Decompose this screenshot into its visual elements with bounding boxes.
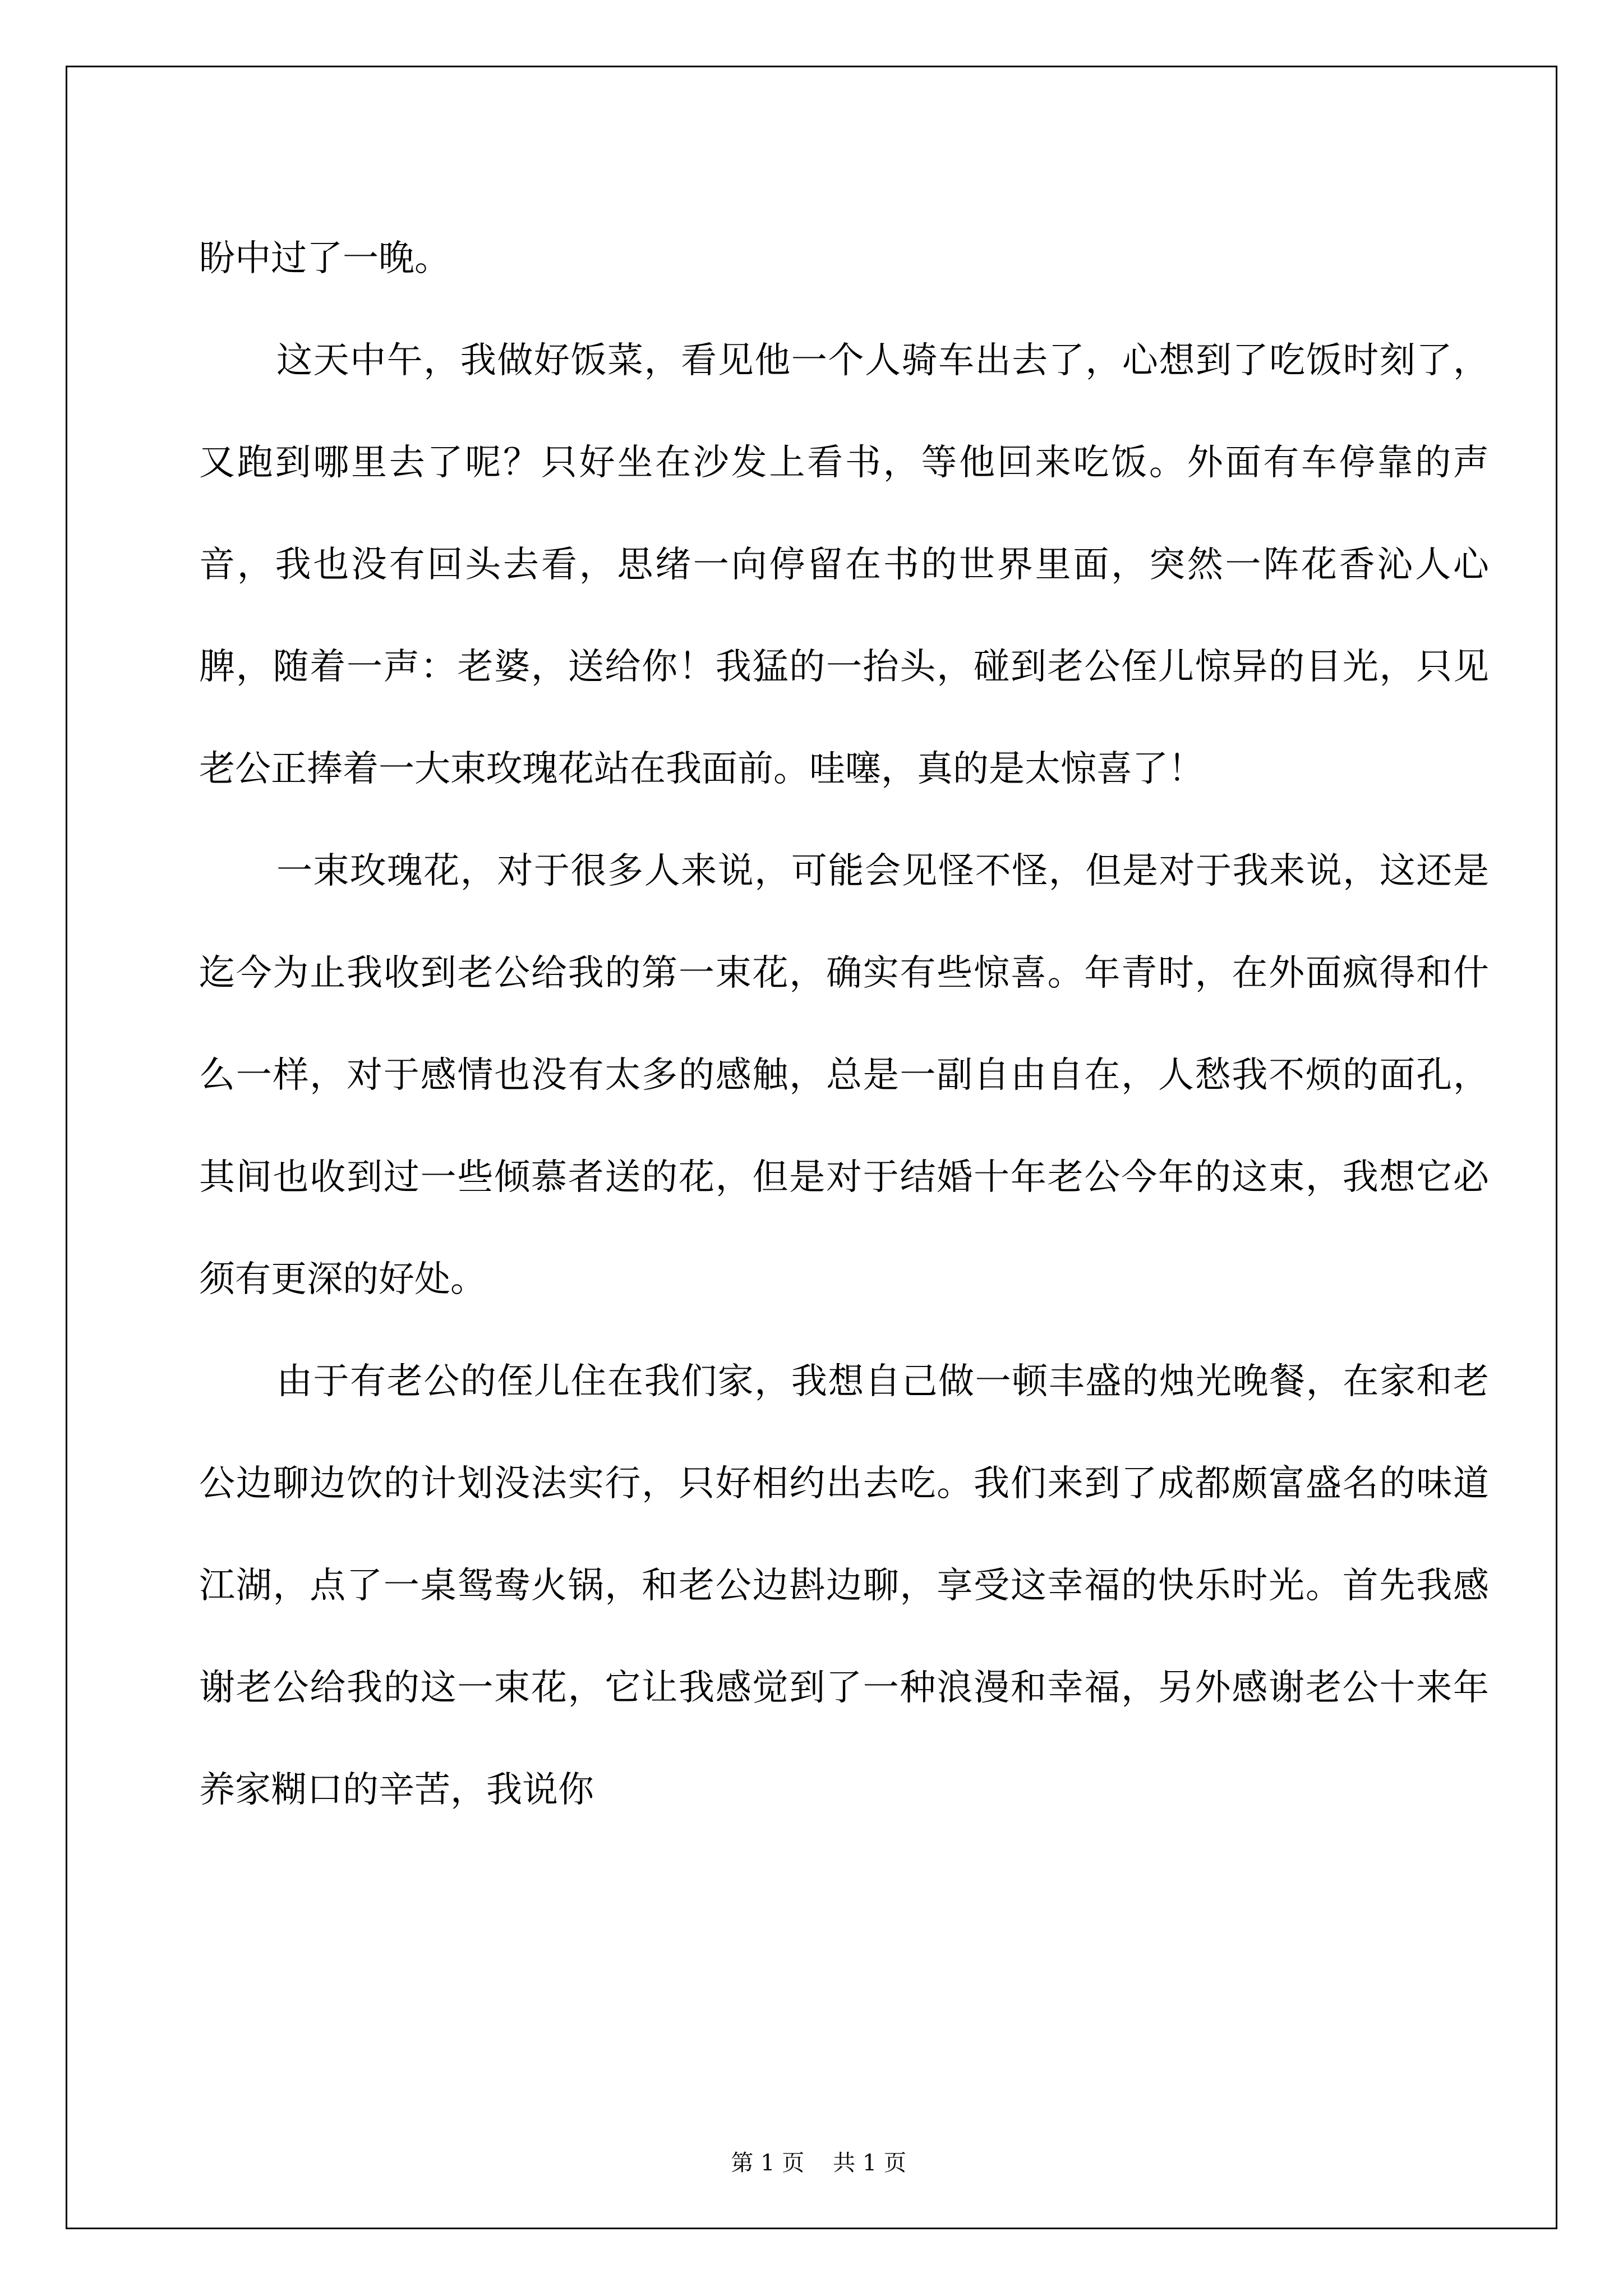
paragraph-3 [199,820,1489,1331]
text-line: 饭时刻了，又跑到哪里去了呢？只好坐在沙发上看书，等他回来吃饭。 [199,340,1489,484]
text-line: 抬头，碰到老公侄儿惊异的目光，只见老公正捧着一大束玫瑰花站在 [199,646,1489,790]
page-footer [0,2121,1623,2177]
paragraph-1 [199,208,1489,310]
text-line: 受这幸福的快乐时光。首先我感谢老公给我的这一束花，它让我感觉 [199,1565,1490,1709]
text-line: 外面有车停靠的声音，我也没有回头去看，思绪一向停留在书的世界 [199,442,1490,586]
text-line: 但是对于结婚十年老公今年的这束，我想它必须有更深的好处。 [199,1157,1490,1300]
text-line: 到了一种浪漫和幸福，另外感谢老公十来年养家糊口的辛苦，我说你 [199,1667,1489,1811]
text-line: 我面前。哇噻，真的是太惊喜了！ [666,748,1204,790]
text-line: 由于有老公的侄儿住在我们家，我想自己做一顿丰盛的烛光晚餐， [276,1361,1343,1402]
text-line: 这天中午，我做好饭菜，看见他一个人骑车出去了，心想到了吃 [276,340,1306,381]
text-line: 说，这还是迄今为止我收到老公给我的第一束花，确实有些惊喜。年 [199,850,1489,994]
text-line: 青时，在外面疯得和什么一样，对于感情也没有太多的感触，总是一 [199,953,1490,1096]
text-line: 副自由自在，人愁我不烦的面孔，其间也收到过一些倾慕者送的花， [199,1055,1490,1198]
text-line: 一束玫瑰花，对于很多人来说，可能会见怪不怪，但是对于我来 [276,850,1306,892]
paragraph-2 [199,310,1489,820]
page-number-label: 第 1 页 共 1 页 [731,2150,907,2176]
text-line: 在家和老公边聊边饮的计划没法实行，只好相约出去吃。我们来到了 [199,1361,1489,1504]
paragraph-4 [199,1331,1489,1841]
text-line: 成都颇富盛名的味道江湖，点了一桌鸳鸯火锅，和老公边斟边聊，享 [199,1463,1490,1607]
document-body [199,208,1489,1841]
text-line: 盼中过了一晚。 [199,238,450,279]
text-line: 里面，突然一阵花香沁人心脾，随着一声：老婆，送给你！我猛的一 [199,544,1490,688]
